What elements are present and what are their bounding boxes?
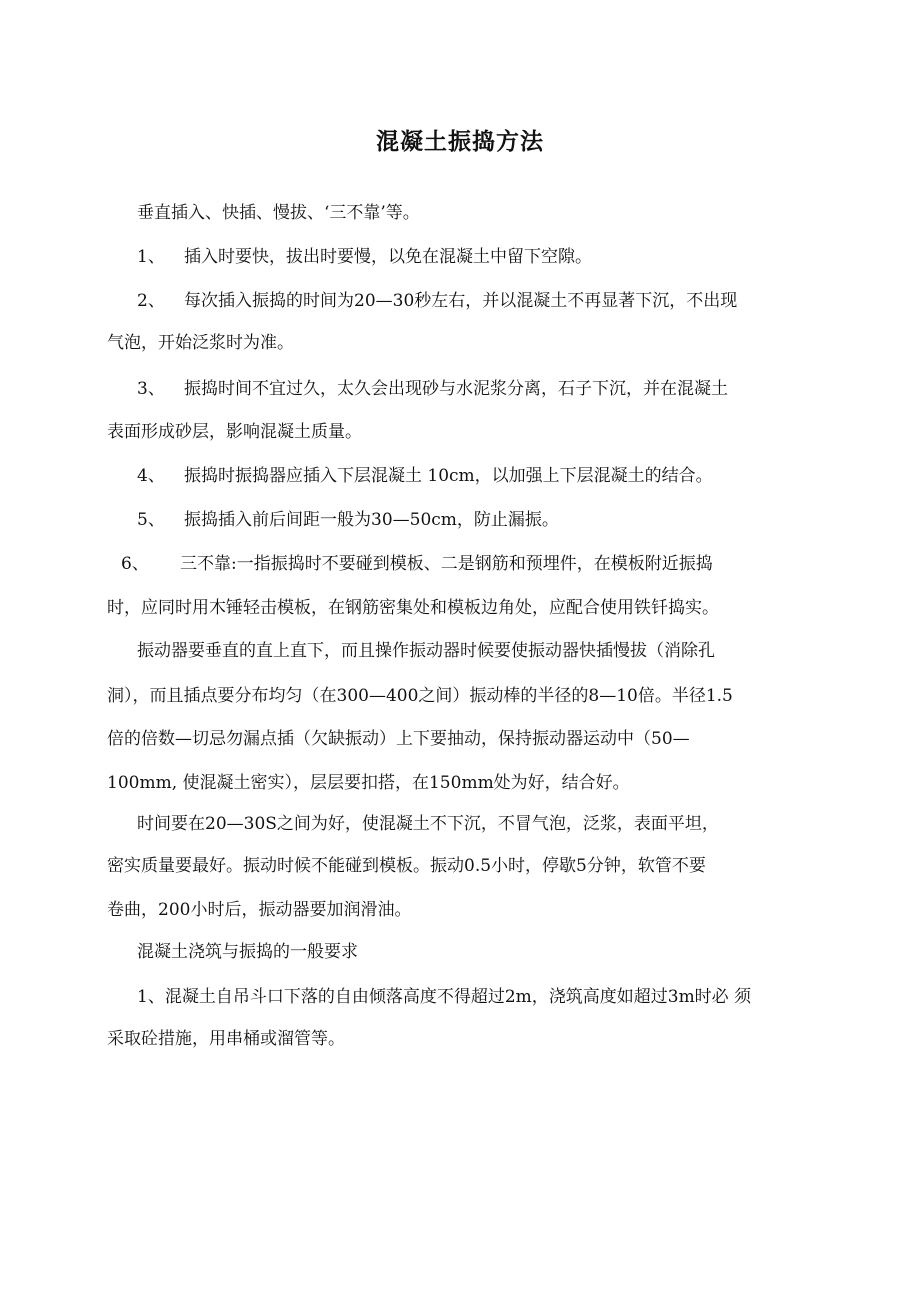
item-number: 1、 xyxy=(137,247,165,267)
section-item-line-2: 采取砼措施，用串桶或溜管等。 xyxy=(107,1029,345,1049)
list-item-5 xyxy=(137,505,559,535)
list-item-2 xyxy=(137,286,737,316)
paragraph-2-line-3: 卷曲，200小时后，振动器要加润滑油。 xyxy=(107,900,412,920)
list-item-3-cont: 表面形成砂层，影响混凝土质量。 xyxy=(107,422,362,442)
item-number: 6、 xyxy=(121,554,149,574)
item-text: 振捣时间不宜过久，太久会出现砂与水泥浆分离，石子下沉，并在混凝土 xyxy=(184,379,728,399)
item-number: 5、 xyxy=(137,510,165,530)
paragraph-1-line-2: 洞），而且插点要分布均匀（在300—400之间）振动棒的半径的8—10倍。半径1.5 xyxy=(107,686,733,706)
paragraph-2-line-1: 时间要在20—30S之间为好，使混凝土不下沉，不冒气泡，泛浆，表面平坦， xyxy=(137,814,719,834)
item-text: 三不靠:一指振捣时不要碰到模板、二是钢筋和预埋件，在模板附近振捣 xyxy=(180,554,713,574)
list-item-1 xyxy=(137,242,592,272)
item-text: 插入时要快，拔出时要慢，以免在混凝土中留下空隙。 xyxy=(184,247,592,267)
list-item-6 xyxy=(121,549,713,579)
page-title: 混凝土振捣方法 xyxy=(376,128,544,155)
item-text: 每次插入振捣的时间为20—30秒左右，并以混凝土不再显著下沉，不出现 xyxy=(184,291,738,311)
item-text: 振捣时振捣器应插入下层混凝土 10cm，以加强上下层混凝土的结合。 xyxy=(184,466,713,486)
paragraph-1-line-4: 100mm, 使混凝土密实），层层要扣搭，在150mm处为好，结合好。 xyxy=(107,773,630,793)
list-item-2-cont: 气泡，开始泛浆时为准。 xyxy=(107,333,294,353)
item-number: 3、 xyxy=(137,379,165,399)
paragraph-1-line-1: 振动器要垂直的直上直下，而且操作振动器时候要使振动器快插慢拔（消除孔 xyxy=(137,641,715,661)
paragraph-2-line-2: 密实质量要最好。振动时候不能碰到模板。振动0.5小时，停歇5分钟，软管不要 xyxy=(107,856,706,876)
section-heading: 混凝土浇筑与振捣的一般要求 xyxy=(137,942,358,962)
item-text: 振捣插入前后间距一般为30—50cm，防止漏振。 xyxy=(184,510,559,530)
item-number: 2、 xyxy=(137,291,165,311)
list-item-3 xyxy=(137,374,728,404)
list-item-6-cont: 时，应同时用木锤轻击模板，在钢筋密集处和模板边角处，应配合使用铁钎捣实。 xyxy=(107,598,719,618)
section-item-line-1: 1、混凝土自吊斗口下落的自由倾落高度不得超过2m，浇筑高度如超过3m时必 须 xyxy=(137,987,752,1007)
paragraph-1-line-3: 倍的倍数—切忌勿漏点插（欠缺振动）上下要抽动，保持振动器运动中（50— xyxy=(107,729,690,749)
item-number: 4、 xyxy=(137,466,165,486)
list-item-4 xyxy=(137,461,713,491)
intro-line: 垂直插入、快插、慢拔、‘三不靠’等。 xyxy=(137,203,420,223)
